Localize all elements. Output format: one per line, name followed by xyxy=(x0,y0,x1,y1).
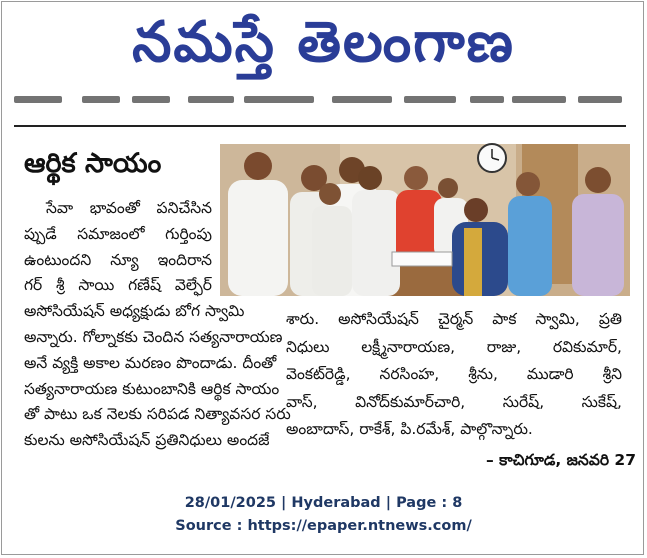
text-line: వెంకట్‌రెడ్డి, నరసింహ, శ్రీను, ముడారి శ్రీని xyxy=(286,365,622,383)
text-line: అనే వ్యక్తి అకాల మరణం పొందాడు. దీంతో xyxy=(24,353,277,372)
text-line: ప్పుడే సమాజంలో గుర్తింపు xyxy=(24,224,212,243)
source-link[interactable]: Source : https://epaper.ntnews.com/ xyxy=(175,518,472,534)
text-line: అన్నారు. గోల్నాకకు చెందిన సత్యనారాయణ xyxy=(24,327,283,346)
text-line: కులను అసోసియేషన్ ప్రతినిధులు అందజే xyxy=(24,431,270,450)
clipping-footer xyxy=(2,492,645,538)
article-body-left xyxy=(24,196,291,454)
text-line: శారు. అసోసియేషన్ చైర్మన్ పాక స్వామి, ప్రతి xyxy=(286,310,622,328)
text-line: తో పాటు ఒక నెలకు సరిపడ నిత్యావసర సరు xyxy=(24,405,291,424)
article-dateline: – కాచిగూడ, జనవరి 27 xyxy=(486,451,636,469)
article-body-right xyxy=(286,306,622,444)
text-line: సేవా భావంతో పనిచేసిన xyxy=(46,199,212,217)
photo-image xyxy=(220,144,630,296)
article-headline: ఆర్థిక సాయం xyxy=(24,148,162,179)
edition-info: 28/01/2025 | Hyderabad | Page : 8 xyxy=(184,495,463,511)
text-line: అసోసియేషన్ అధ్యక్షుడు బోగ స్వామి xyxy=(24,302,245,321)
newspaper-masthead: నమస్తే తెలంగాణ xyxy=(132,10,515,75)
section-rule xyxy=(14,125,626,127)
text-line: నిధులు లక్ష్మీనారాయణ, రాజు, రవికుమార్, xyxy=(286,337,622,356)
text-line: వాస్, వినోద్‌కుమార్‌చారి, సురేష్, సుకేష్, xyxy=(286,392,622,411)
cropped-previous-line xyxy=(12,94,624,106)
text-line: గర్ శ్రీ సాయి గణేష్ వెల్ఫేర్ xyxy=(24,276,212,295)
article-photo xyxy=(220,144,630,296)
text-line: ఉంటుందని న్యూ ఇందిరాన xyxy=(24,250,212,269)
text-line: అంబాదాస్, రాకేశ్, పి.రమేశ్, పాల్గొన్నారు. xyxy=(286,420,533,438)
clipping-frame xyxy=(1,1,644,555)
text-line: సత్యనారాయణ కుటుంబానికి ఆర్థిక సాయం xyxy=(24,379,280,398)
